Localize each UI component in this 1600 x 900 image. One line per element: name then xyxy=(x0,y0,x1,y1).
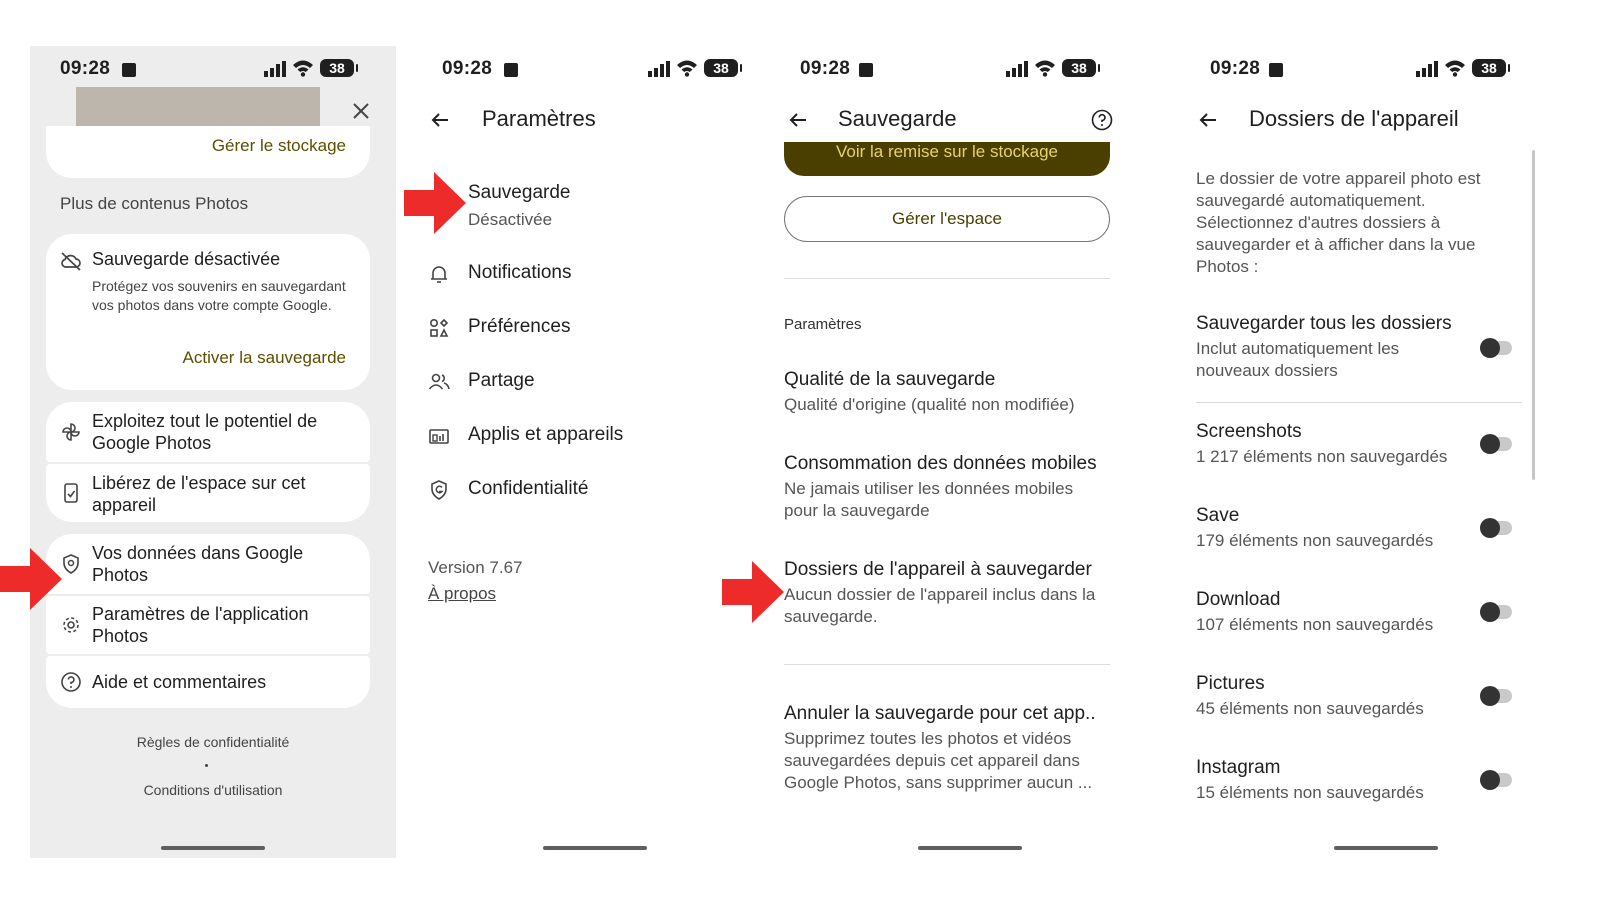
status-time: 09:28 xyxy=(442,58,493,79)
wifi-icon xyxy=(292,59,314,77)
setting-mobile-data[interactable] xyxy=(784,452,1110,522)
folder-toggle[interactable] xyxy=(1482,605,1512,619)
home-indicator xyxy=(1334,846,1438,850)
phone-free-space-icon xyxy=(60,482,82,504)
app-bar xyxy=(1196,102,1576,138)
cellular-signal-icon xyxy=(264,61,288,77)
folder-toggle[interactable] xyxy=(1482,773,1512,787)
folder-label: Sauvegarder tous les dossiers xyxy=(1196,313,1452,334)
scrollbar[interactable] xyxy=(1532,150,1535,480)
home-indicator xyxy=(543,846,647,850)
wifi-icon xyxy=(1444,59,1466,77)
privacy-shield-icon xyxy=(428,479,450,501)
settings-item-label: Partage xyxy=(468,370,535,391)
folder-count: 179 éléments non sauvegardés xyxy=(1196,531,1434,550)
settings-item-preferences[interactable] xyxy=(428,316,758,344)
menu-item-free-space[interactable] xyxy=(46,464,370,522)
setting-device-folders[interactable] xyxy=(784,558,1110,628)
settings-item-backup[interactable] xyxy=(428,182,758,232)
settings-item-label: Préférences xyxy=(468,316,571,337)
status-bar xyxy=(412,46,778,90)
home-indicator xyxy=(161,846,265,850)
setting-label: Qualité de la sauvegarde xyxy=(784,369,996,390)
folder-count: 107 éléments non sauvegardés xyxy=(1196,615,1434,634)
devices-icon xyxy=(428,425,450,447)
backup-status-card xyxy=(46,234,370,390)
sim-icon xyxy=(859,63,873,77)
manage-storage-link[interactable]: Gérer le stockage xyxy=(211,136,346,155)
setting-value: Aucun dossier de l'appareil inclus dans la sauvegarde. xyxy=(784,585,1096,626)
battery-icon: 38 xyxy=(704,59,738,77)
folder-toggle[interactable] xyxy=(1482,521,1512,535)
status-bar xyxy=(778,46,1162,90)
preferences-icon xyxy=(428,317,450,339)
setting-label: Consommation des données mobiles xyxy=(784,453,1097,474)
privacy-policy-link[interactable]: Règles de confidentialité xyxy=(136,734,290,750)
settings-item-notifications[interactable] xyxy=(428,262,758,290)
divider xyxy=(1196,402,1522,403)
status-time: 09:28 xyxy=(60,58,111,79)
sim-icon xyxy=(1269,63,1283,77)
settings-item-sharing[interactable] xyxy=(428,370,758,398)
enable-backup-button[interactable]: Activer la sauvegarde xyxy=(182,348,346,367)
back-arrow-icon[interactable] xyxy=(1196,108,1220,132)
folder-row[interactable] xyxy=(1196,588,1526,636)
red-pointer-arrow-icon xyxy=(404,172,466,234)
folder-row[interactable] xyxy=(1196,504,1526,552)
divider xyxy=(784,278,1110,279)
backup-all-toggle[interactable] xyxy=(1482,341,1512,355)
app-version: Version 7.67 xyxy=(428,558,523,577)
setting-value: Supprimez toutes les photos et vidéos sauvegardées depuis cet appareil dans Google Photos, sans supprimer aucun ... xyxy=(784,729,1093,792)
back-arrow-icon[interactable] xyxy=(786,108,810,132)
folder-row[interactable] xyxy=(1196,756,1526,804)
settings-screen xyxy=(412,46,778,858)
menu-item-help[interactable] xyxy=(46,656,370,708)
divider xyxy=(784,664,1110,665)
menu-item-label: Exploitez tout le potentiel de Google Photos xyxy=(92,411,318,453)
menu-item-label: Vos données dans Google Photos xyxy=(92,543,304,585)
red-pointer-arrow-icon xyxy=(0,548,62,610)
folder-label: Save xyxy=(1196,505,1240,526)
help-icon[interactable] xyxy=(1090,108,1114,132)
wifi-icon xyxy=(1034,59,1056,77)
pinwheel-icon xyxy=(60,421,82,443)
cellular-signal-icon xyxy=(648,61,672,77)
photos-account-menu-screen xyxy=(30,46,396,858)
battery-icon: 38 xyxy=(320,59,354,77)
setting-backup-quality[interactable] xyxy=(784,368,1110,416)
cellular-signal-icon xyxy=(1416,61,1440,77)
settings-item-label: Notifications xyxy=(468,262,572,283)
page-title: Dossiers de l'appareil xyxy=(1249,106,1459,131)
folder-toggle[interactable] xyxy=(1482,689,1512,703)
menu-item-label: Paramètres de l'application Photos xyxy=(92,604,309,646)
help-icon xyxy=(60,671,82,693)
bell-icon xyxy=(428,263,450,285)
page-title: Paramètres xyxy=(482,106,596,131)
redacted-account-area xyxy=(76,87,320,127)
setting-label: Dossiers de l'appareil à sauvegarder xyxy=(784,559,1092,580)
cloud-off-icon xyxy=(60,250,82,272)
status-time: 09:28 xyxy=(800,58,851,79)
settings-item-label: Confidentialité xyxy=(468,478,589,499)
folder-label: Download xyxy=(1196,589,1281,610)
red-pointer-arrow-icon xyxy=(722,561,784,623)
folder-toggle[interactable] xyxy=(1482,437,1512,451)
status-bar xyxy=(1196,46,1576,90)
folder-label: Pictures xyxy=(1196,673,1265,694)
setting-label: Annuler la sauvegarde pour cet app.. xyxy=(784,703,1096,724)
menu-item-your-data[interactable] xyxy=(46,534,370,594)
battery-icon: 38 xyxy=(1062,59,1096,77)
menu-item-app-settings[interactable] xyxy=(46,596,370,654)
battery-icon: 38 xyxy=(1472,59,1506,77)
settings-item-apps-devices[interactable] xyxy=(428,424,758,452)
manage-space-button[interactable]: Gérer l'espace xyxy=(784,196,1110,242)
settings-item-label: Applis et appareils xyxy=(468,424,624,445)
backup-screen xyxy=(778,46,1162,858)
cellular-signal-icon xyxy=(1006,61,1030,77)
backup-all-folders-row[interactable] xyxy=(1196,312,1526,382)
folder-row[interactable] xyxy=(1196,420,1526,468)
setting-undo-backup[interactable] xyxy=(784,702,1110,794)
home-indicator xyxy=(918,846,1022,850)
section-title: Plus de contenus Photos xyxy=(60,194,249,213)
people-icon xyxy=(428,371,450,393)
folder-count: 15 éléments non sauvegardés xyxy=(1196,783,1424,802)
settings-item-privacy[interactable] xyxy=(428,478,758,506)
back-arrow-icon[interactable] xyxy=(428,108,452,132)
folder-count: 45 éléments non sauvegardés xyxy=(1196,699,1424,718)
menu-item-label: Libérez de l'espace sur cet appareil xyxy=(92,473,306,515)
status-bar xyxy=(30,46,396,90)
close-icon[interactable] xyxy=(350,100,372,122)
setting-value: Ne jamais utiliser les données mobiles pour la sauvegarde xyxy=(784,479,1074,520)
setting-value: Qualité d'origine (qualité non modifiée) xyxy=(784,395,1075,414)
intro-text: Le dossier de votre appareil photo est sauvegardé automatiquement. Sélectionnez d'autres dossiers à sauvegarder et à afficher dans la vue Photos : xyxy=(1196,169,1481,276)
shield-icon xyxy=(60,553,82,575)
backup-status-description: Protégez vos souvenirs en sauvegardant vos photos dans votre compte Google. xyxy=(92,278,346,313)
folder-count: 1 217 éléments non sauvegardés xyxy=(1196,447,1448,466)
menu-item-explore-photos[interactable] xyxy=(46,402,370,462)
folder-row[interactable] xyxy=(1196,672,1526,720)
device-folders-screen xyxy=(1196,46,1576,858)
folder-label: Screenshots xyxy=(1196,421,1302,442)
wifi-icon xyxy=(676,59,698,77)
terms-link[interactable]: Conditions d'utilisation xyxy=(143,782,283,798)
about-link[interactable]: À propos xyxy=(428,584,497,603)
separator-dot xyxy=(205,764,208,767)
page-title: Sauvegarde xyxy=(838,106,957,131)
app-bar xyxy=(412,102,778,138)
storage-discount-label: Voir la remise sur le stockage xyxy=(835,142,1059,161)
settings-item-status: Désactivée xyxy=(468,210,553,229)
sim-icon xyxy=(504,63,518,77)
folder-description: Inclut automatiquement les nouveaux dossiers xyxy=(1196,339,1400,380)
gear-icon xyxy=(60,614,82,636)
storage-card xyxy=(46,126,370,178)
status-time: 09:28 xyxy=(1210,58,1261,79)
sim-icon xyxy=(122,63,136,77)
storage-discount-button[interactable] xyxy=(784,142,1110,176)
settings-item-label: Sauvegarde xyxy=(468,182,571,203)
folder-label: Instagram xyxy=(1196,757,1281,778)
backup-status-title: Sauvegarde désactivée xyxy=(92,249,281,269)
menu-item-label: Aide et commentaires xyxy=(92,672,267,692)
section-header: Paramètres xyxy=(784,316,862,333)
app-bar xyxy=(778,102,1162,138)
